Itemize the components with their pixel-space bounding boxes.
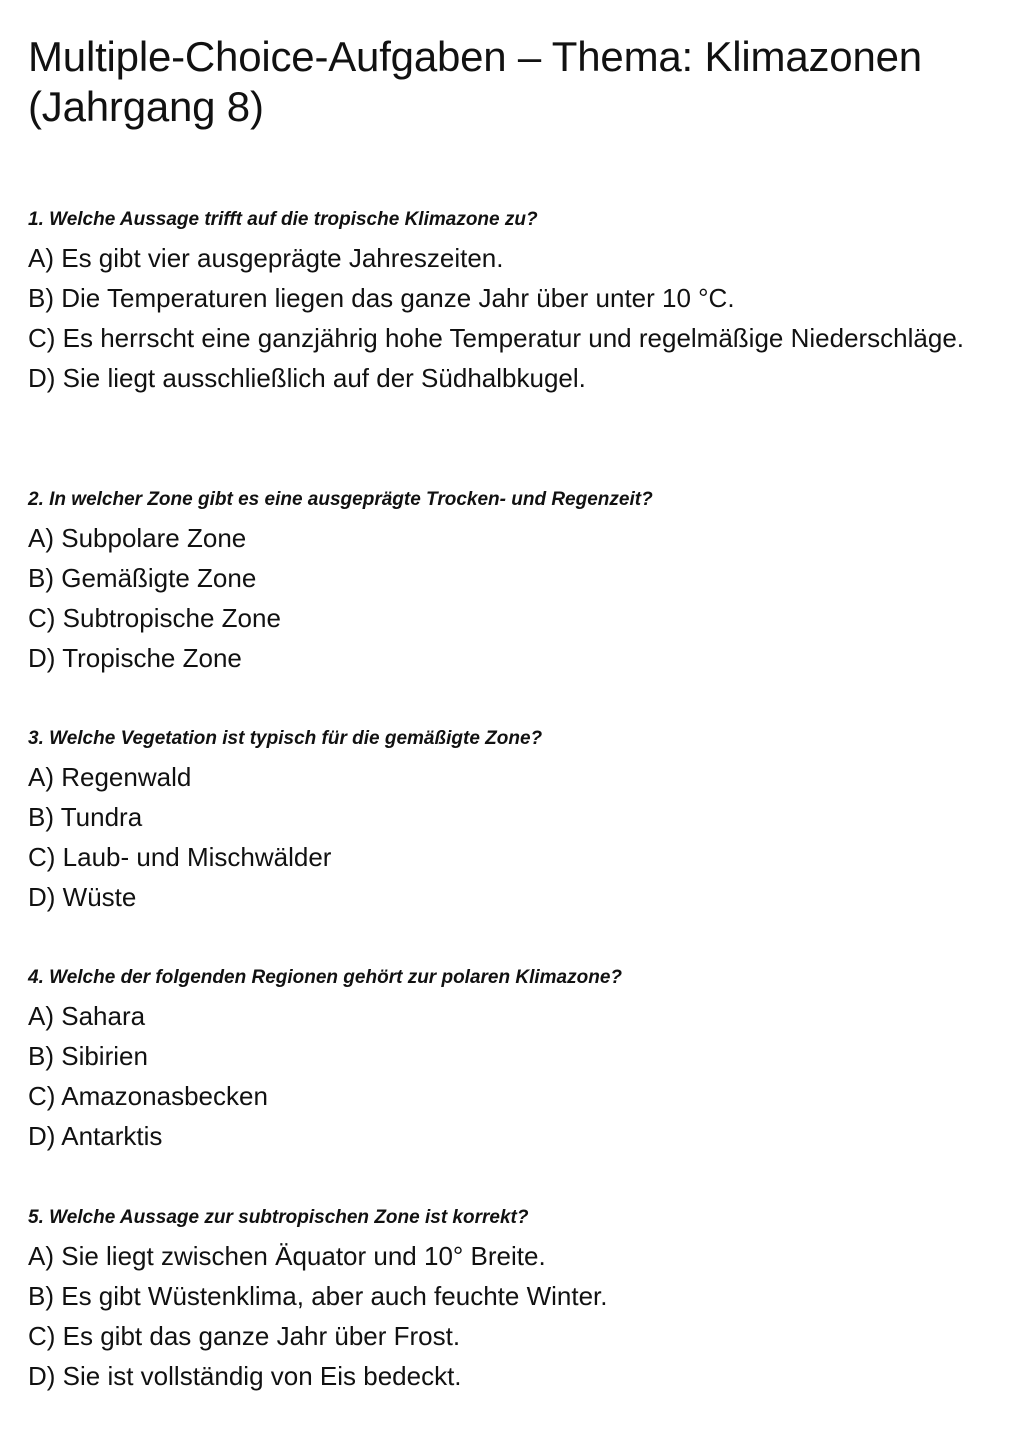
answer-option: C) Amazonasbecken <box>28 1081 268 1111</box>
answer-option: B) Sibirien <box>28 1041 148 1071</box>
answer-option: A) Subpolare Zone <box>28 523 247 553</box>
question-4 <box>28 966 988 1156</box>
question-text: 1. Welche Aussage trifft auf die tropische Klimazone zu? <box>28 209 538 230</box>
answer-option: D) Antarktis <box>28 1121 163 1151</box>
question-text: 3. Welche Vegetation ist typisch für die gemäßigte Zone? <box>28 728 543 749</box>
answer-option: A) Regenwald <box>28 762 192 792</box>
question-2 <box>28 488 988 678</box>
answer-option: A) Sie liegt zwischen Äquator und 10° Breite. <box>28 1241 546 1271</box>
answer-option: C) Laub- und Mischwälder <box>28 842 332 872</box>
question-text: 5. Welche Aussage zur subtropischen Zone ist korrekt? <box>28 1207 529 1228</box>
question-5 <box>28 1206 988 1396</box>
worksheet-page <box>28 32 998 1391</box>
answer-option: C) Es gibt das ganze Jahr über Frost. <box>28 1321 461 1351</box>
answer-option: B) Tundra <box>28 802 143 832</box>
answer-option: D) Tropische Zone <box>28 643 242 673</box>
page-title: Multiple-Choice-Aufgaben – Thema: Klimazonen (Jahrgang 8) <box>28 33 922 130</box>
answer-option: B) Gemäßigte Zone <box>28 563 257 593</box>
answer-option: C) Subtropische Zone <box>28 603 281 633</box>
answer-option: B) Die Temperaturen liegen das ganze Jahr über unter 10 °C. <box>28 283 735 313</box>
question-text: 4. Welche der folgenden Regionen gehört zur polaren Klimazone? <box>28 967 623 988</box>
answer-option: A) Es gibt vier ausgeprägte Jahreszeiten. <box>28 243 504 273</box>
answer-option: D) Sie liegt ausschließlich auf der Südhalbkugel. <box>28 363 586 393</box>
question-text: 2. In welcher Zone gibt es eine ausgeprägte Trocken- und Regenzeit? <box>28 489 653 510</box>
answer-option: D) Wüste <box>28 882 137 912</box>
answer-option: C) Es herrscht eine ganzjährig hohe Temperatur und regelmäßige Niederschläge. <box>28 323 965 353</box>
question-3 <box>28 727 988 917</box>
answer-option: A) Sahara <box>28 1001 146 1031</box>
question-1 <box>28 208 988 398</box>
answer-option: B) Es gibt Wüstenklima, aber auch feuchte Winter. <box>28 1281 608 1311</box>
answer-option: D) Sie ist vollständig von Eis bedeckt. <box>28 1361 462 1391</box>
